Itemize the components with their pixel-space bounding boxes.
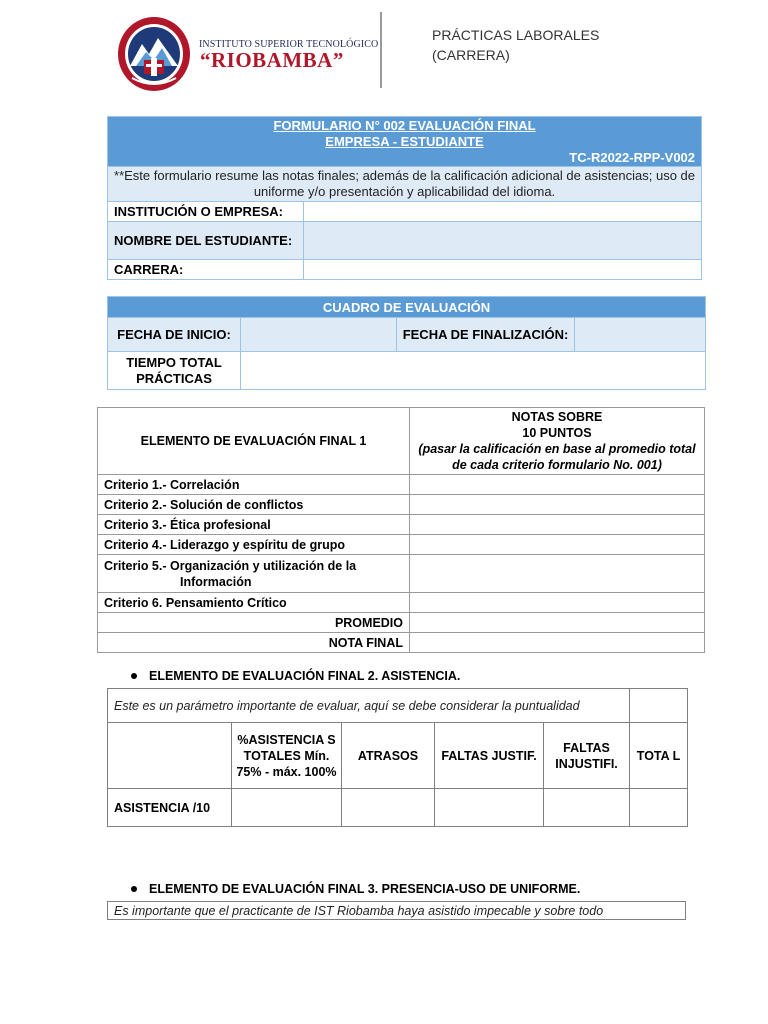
element2-heading-text: ELEMENTO DE EVALUACIÓN FINAL 2. ASISTENCIA. xyxy=(149,669,461,683)
form-heading-line1: FORMULARIO N° 002 EVALUACIÓN FINAL xyxy=(273,117,536,133)
score-heading-note: (pasar la calificación en base al promedio total de cada criterio formulario No. 001) xyxy=(418,442,696,472)
form-heading xyxy=(108,117,702,167)
end-date-label: FECHA DE FINALIZACIÓN: xyxy=(397,318,575,352)
element3-heading-text: ELEMENTO DE EVALUACIÓN FINAL 3. PRESENCIA-USO DE UNIFORME. xyxy=(149,882,581,896)
final-grade-label: NOTA FINAL xyxy=(98,633,410,653)
score-heading-line2: 10 PUNTOS xyxy=(522,426,592,440)
col-justified-absences: FALTAS JUSTIF. xyxy=(435,723,544,789)
criterion-5-label-line1: Criterio 5.- Organización y utilización de la xyxy=(104,558,357,573)
criterion-4-label: Criterio 4.- Liderazgo y espíritu de grupo xyxy=(98,535,410,555)
score-heading xyxy=(410,408,705,475)
col-unjustified-absences: FALTAS INJUSTIFI. xyxy=(544,723,630,789)
criterion-1-score[interactable] xyxy=(410,475,705,495)
attendance-header-blank xyxy=(108,723,232,789)
header-title-line1: PRÁCTICAS LABORALES xyxy=(432,27,600,43)
form-heading-line2: EMPRESA - ESTUDIANTE xyxy=(325,133,484,149)
bullet-icon xyxy=(131,886,137,892)
logo-seal-icon xyxy=(116,14,192,92)
header-divider xyxy=(380,12,382,88)
start-date-input[interactable] xyxy=(241,318,397,352)
element2-heading xyxy=(131,669,460,683)
col-total: TOTA L xyxy=(630,723,688,789)
institution-logo xyxy=(116,14,192,92)
uniform-table xyxy=(107,901,686,920)
criterion-6-score[interactable] xyxy=(410,593,705,613)
attendance-input-total[interactable] xyxy=(232,789,342,827)
field-input-career[interactable] xyxy=(304,260,702,280)
criteria-heading: ELEMENTO DE EVALUACIÓN FINAL 1 xyxy=(98,408,410,475)
form-note: **Este formulario resume las notas finales; además de la calificación adicional de asistencias; uso de uniforme y/o presentación y aplicabilidad del idioma. xyxy=(108,167,702,202)
evaluation-frame-heading: CUADRO DE EVALUACIÓN xyxy=(108,297,706,318)
score-heading-line1: NOTAS SOBRE xyxy=(511,410,603,424)
header-title-line2: (CARRERA) xyxy=(432,47,510,63)
field-input-student-name[interactable] xyxy=(304,222,702,260)
field-label-career: CARRERA: xyxy=(108,260,304,280)
average-score[interactable] xyxy=(410,613,705,633)
attendance-row-label: ASISTENCIA /10 xyxy=(108,789,232,827)
bullet-icon xyxy=(131,673,137,679)
criterion-5-label xyxy=(98,555,410,593)
institution-name-line1: INSTITUTO SUPERIOR TECNOLÓGICO xyxy=(199,39,379,50)
attendance-input-unjustified[interactable] xyxy=(544,789,630,827)
form-code: TC-R2022-RPP-V002 xyxy=(569,149,696,165)
criterion-4-score[interactable] xyxy=(410,535,705,555)
attendance-note: Este es un parámetro importante de evaluar, aquí se debe considerar la puntualidad xyxy=(108,689,630,723)
form-info-table xyxy=(107,116,702,280)
criterion-5-score[interactable] xyxy=(410,555,705,593)
attendance-input-late[interactable] xyxy=(342,789,435,827)
field-input-institution[interactable] xyxy=(304,202,702,222)
attendance-input-justified[interactable] xyxy=(435,789,544,827)
final-grade-score[interactable] xyxy=(410,633,705,653)
evaluation-frame-table xyxy=(107,296,706,390)
field-label-institution: INSTITUCIÓN O EMPRESA: xyxy=(108,202,304,222)
criterion-6-label: Criterio 6. Pensamiento Crítico xyxy=(98,593,410,613)
col-attendance-total: %ASISTENCIA S TOTALES Mín. 75% - máx. 100% xyxy=(232,723,342,789)
total-time-input[interactable] xyxy=(241,352,706,390)
total-time-label: TIEMPO TOTAL PRÁCTICAS xyxy=(108,352,241,390)
average-label: PROMEDIO xyxy=(98,613,410,633)
start-date-label: FECHA DE INICIO: xyxy=(108,318,241,352)
col-late: ATRASOS xyxy=(342,723,435,789)
end-date-input[interactable] xyxy=(575,318,706,352)
criterion-3-label: Criterio 3.- Ética profesional xyxy=(98,515,410,535)
criterion-2-score[interactable] xyxy=(410,495,705,515)
institution-name-line2: “RIOBAMBA” xyxy=(200,48,344,72)
criteria-table xyxy=(97,407,705,653)
attendance-note-blank xyxy=(630,689,688,723)
field-label-student-name: NOMBRE DEL ESTUDIANTE: xyxy=(108,222,304,260)
criterion-5-label-line2: Información xyxy=(180,574,252,589)
criterion-3-score[interactable] xyxy=(410,515,705,535)
attendance-table xyxy=(107,688,688,827)
criterion-2-label: Criterio 2.- Solución de conflictos xyxy=(98,495,410,515)
header-title xyxy=(432,25,599,65)
attendance-input-sum[interactable] xyxy=(630,789,688,827)
uniform-note: Es importante que el practicante de IST Riobamba haya asistido impecable y sobre todo xyxy=(108,902,686,920)
element3-heading xyxy=(131,882,580,896)
criterion-1-label: Criterio 1.- Correlación xyxy=(98,475,410,495)
